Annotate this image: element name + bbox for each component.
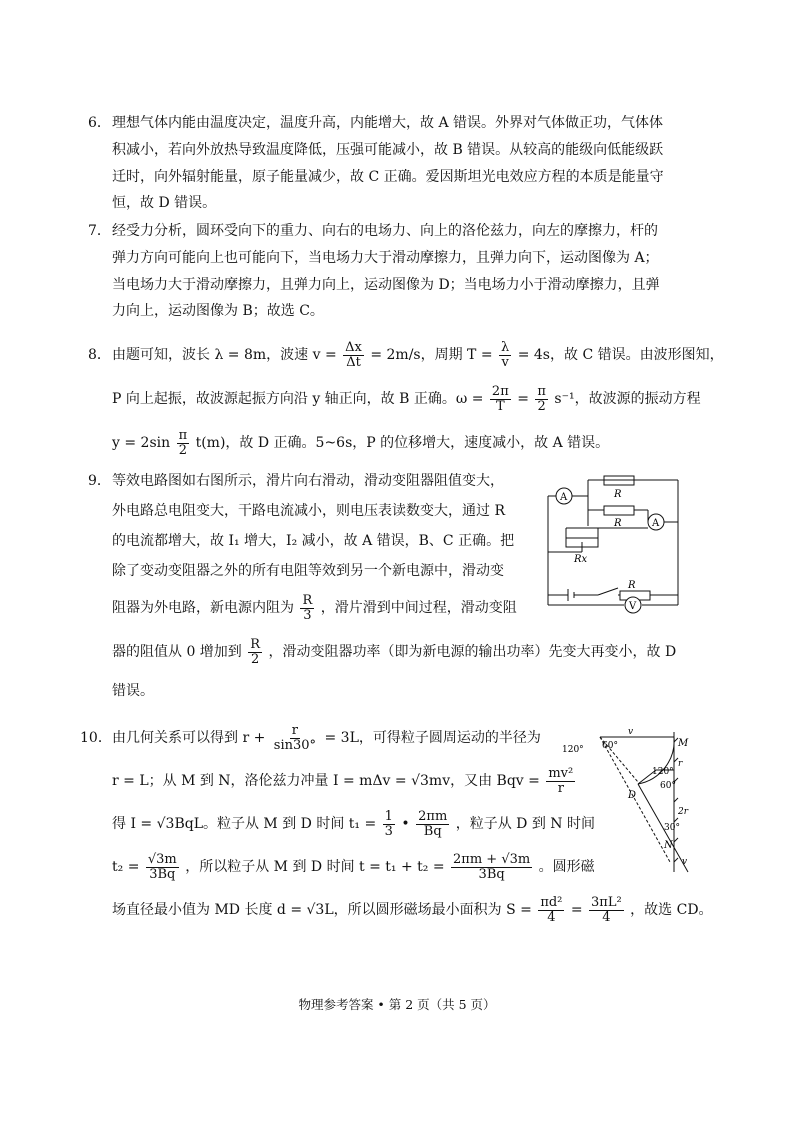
fraction: $\frac{\pi}{2}$ — [178, 427, 188, 458]
fraction: $\frac{1}{3}$ — [384, 808, 393, 839]
velocity-label-bottom: v — [682, 857, 688, 867]
point-n-label: N — [664, 840, 673, 851]
question-number: 10． — [80, 730, 112, 746]
text-line: 外电路总电阻变大，干路电流减小，则电压表读数变大，通过 R — [112, 503, 505, 519]
text-line: 积减小，若向外放热导致温度降低，压强可能减小，故 B 错误。从较高的能级向低能级跃 — [112, 141, 664, 158]
resistor-top-label: R — [614, 489, 622, 500]
angle-60b-label: 60° — [660, 781, 676, 791]
text-line: 器的阻值从 0 增加到 $\frac{R}{2}$ ，滑动变阻器功率（即为新电源的输出功率）先变大再变小，故 D — [112, 636, 677, 667]
text-line: 除了变动变阻器之外的所有电阻等效到另一个新电源中，滑动变 — [112, 563, 504, 579]
two-r-label: 2r — [678, 807, 689, 817]
text-line: 理想气体内能由温度决定，温度升高，内能增大，故 A 错误。外界对气体做正功，气体体 — [112, 115, 664, 131]
angle-30-label: 30° — [664, 823, 680, 833]
fraction: $\frac{2\pi}{T}$ — [491, 383, 509, 414]
question-number: 8． — [88, 347, 111, 363]
text-line: 当电场力大于滑动摩擦力，且弹力向上，运动图像为 D；当电场力小于滑动摩擦力，且弹 — [112, 276, 660, 293]
fraction: $\frac{r}{\sin 30^\circ}$ — [273, 722, 317, 753]
angle-60-label: 60° — [602, 741, 618, 751]
text-line: P 向上起振，故波源起振方向沿 y 轴正向，故 B 正确。ω = $\frac{2\pi}{T}$ = $\frac{\pi}{2}$ s⁻¹，故波源的振动方程 — [112, 383, 701, 414]
answer-6 — [88, 110, 682, 217]
fraction: $\frac{\text{mv²}}{r}$ — [548, 765, 574, 796]
answer-7 — [88, 218, 682, 325]
text-line: 得 I = √3BqL。粒子从 M 到 D 时间 t₁ = $\frac{1}{3}$ • $\frac{2\pi m}{Bq}$ ，粒子从 D 到 N 时间 — [112, 808, 596, 839]
fraction: $\frac{\text{πd²}}{4}$ — [540, 894, 563, 925]
question-number: 6． — [88, 115, 111, 131]
text-line: 经受力分析，圆环受向下的重力、向右的电场力、向上的洛伦兹力，向左的摩擦力，杆的 — [112, 223, 658, 239]
question-number: 9． — [88, 473, 111, 489]
particle-path-figure — [560, 722, 690, 882]
question-number: 7． — [88, 223, 111, 239]
voltmeter-label: V — [629, 601, 637, 612]
text-line: 迁时，向外辐射能量，原子能量减少，故 C 正确。爱因斯坦光电效应方程的本质是能量守 — [112, 168, 664, 185]
velocity-label-top: v — [628, 727, 634, 737]
point-m-label: M — [678, 738, 689, 749]
rheostat-label: Rx — [574, 554, 588, 565]
ammeter-a2-label: A — [652, 518, 660, 529]
fraction: $\frac{\pi}{2}$ — [537, 383, 546, 414]
text-line: t₂ = $\frac{√3m}{3Bq}$ ，所以粒子从 M 到 D 时间 t = t₁ + t₂ = $\frac{2\pi m + √3m}{3Bq}$ 。圆形磁 — [112, 851, 595, 882]
text-line: y = 2sin $\frac{\pi}{2}$ t(m)，故 D 正确。5~6s，P 的位移增大，速度减小，故 A 错误。 — [112, 427, 610, 458]
fraction: $\frac{2\pi m}{Bq}$ — [418, 808, 448, 839]
resistor-mid-label: R — [614, 518, 622, 529]
radius-label: r — [678, 759, 683, 769]
text-line: r = L；从 M 到 N，洛伦兹力冲量 I = mΔv = √3mv，又由 Bqv = $\frac{\text{mv²}}{r}$ — [112, 765, 574, 796]
ammeter-a1-label: A — [560, 492, 568, 503]
angle-120b-label: 120° — [652, 767, 674, 777]
fraction: $\frac{R}{2}$ — [250, 636, 261, 667]
point-d-label: D — [628, 790, 637, 801]
angle-120-label: 120° — [562, 745, 584, 755]
text-line: 的电流都增大，故 I₁ 增大，I₂ 减小，故 A 错误，B、C 正确。把 — [112, 533, 515, 549]
text-line: 恒，故 D 错误。 — [112, 195, 217, 212]
fraction: $\frac{\Delta x}{\Delta t}$ — [345, 339, 362, 370]
page-footer: 物理参考答案 • 第 2 页（共 5 页） — [298, 997, 496, 1012]
fraction: $\frac{2\pi m + √3m}{3Bq}$ — [453, 851, 531, 882]
answer-8 — [88, 333, 724, 465]
fraction: $\frac{√3m}{3Bq}$ — [147, 851, 177, 882]
resistor-bottom-label: R — [628, 580, 636, 591]
text-line: 由几何关系可以得到 r + $\frac{r}{\sin 30^\circ}$ = 3L，可得粒子圆周运动的半径为 — [112, 722, 541, 753]
text-line: 由题可知，波长 λ = 8m，波速 v = $\frac{\Delta x}{\Delta t}$ = 2m/s，周期 T = $\frac{\lambda}{v}$ = 4s，故 C 错误。由波形图知， — [112, 339, 724, 370]
text-line: 阻器为外电路，新电源内阻为 $\frac{R}{3}$ ，滑片滑到中间过程，滑动变阻 — [112, 592, 517, 623]
fraction: $\frac{\lambda}{v}$ — [501, 339, 510, 370]
text-line: 弹力方向可能向上也可能向下，当电场力大于滑动摩擦力，且弹力向下，运动图像为 A； — [112, 249, 659, 266]
fraction: $\frac{R}{3}$ — [302, 592, 313, 623]
circuit-diagram — [538, 470, 686, 612]
text-line: 等效电路图如右图所示，滑片向右滑动，滑动变阻器阻值变大， — [112, 473, 504, 489]
text-line: 场直径最小值为 MD 长度 d = √3L，所以圆形磁场最小面积为 S = $\frac{\text{πd²}}{4}$ = $\frac{\text{3πL²}}{4}$ ，故选 CD。 — [112, 894, 713, 925]
text-line: 错误。 — [112, 683, 154, 699]
fraction: $\frac{\text{3πL²}}{4}$ — [591, 894, 622, 925]
text-line: 力向上，运动图像为 B；故选 C。 — [112, 303, 324, 320]
